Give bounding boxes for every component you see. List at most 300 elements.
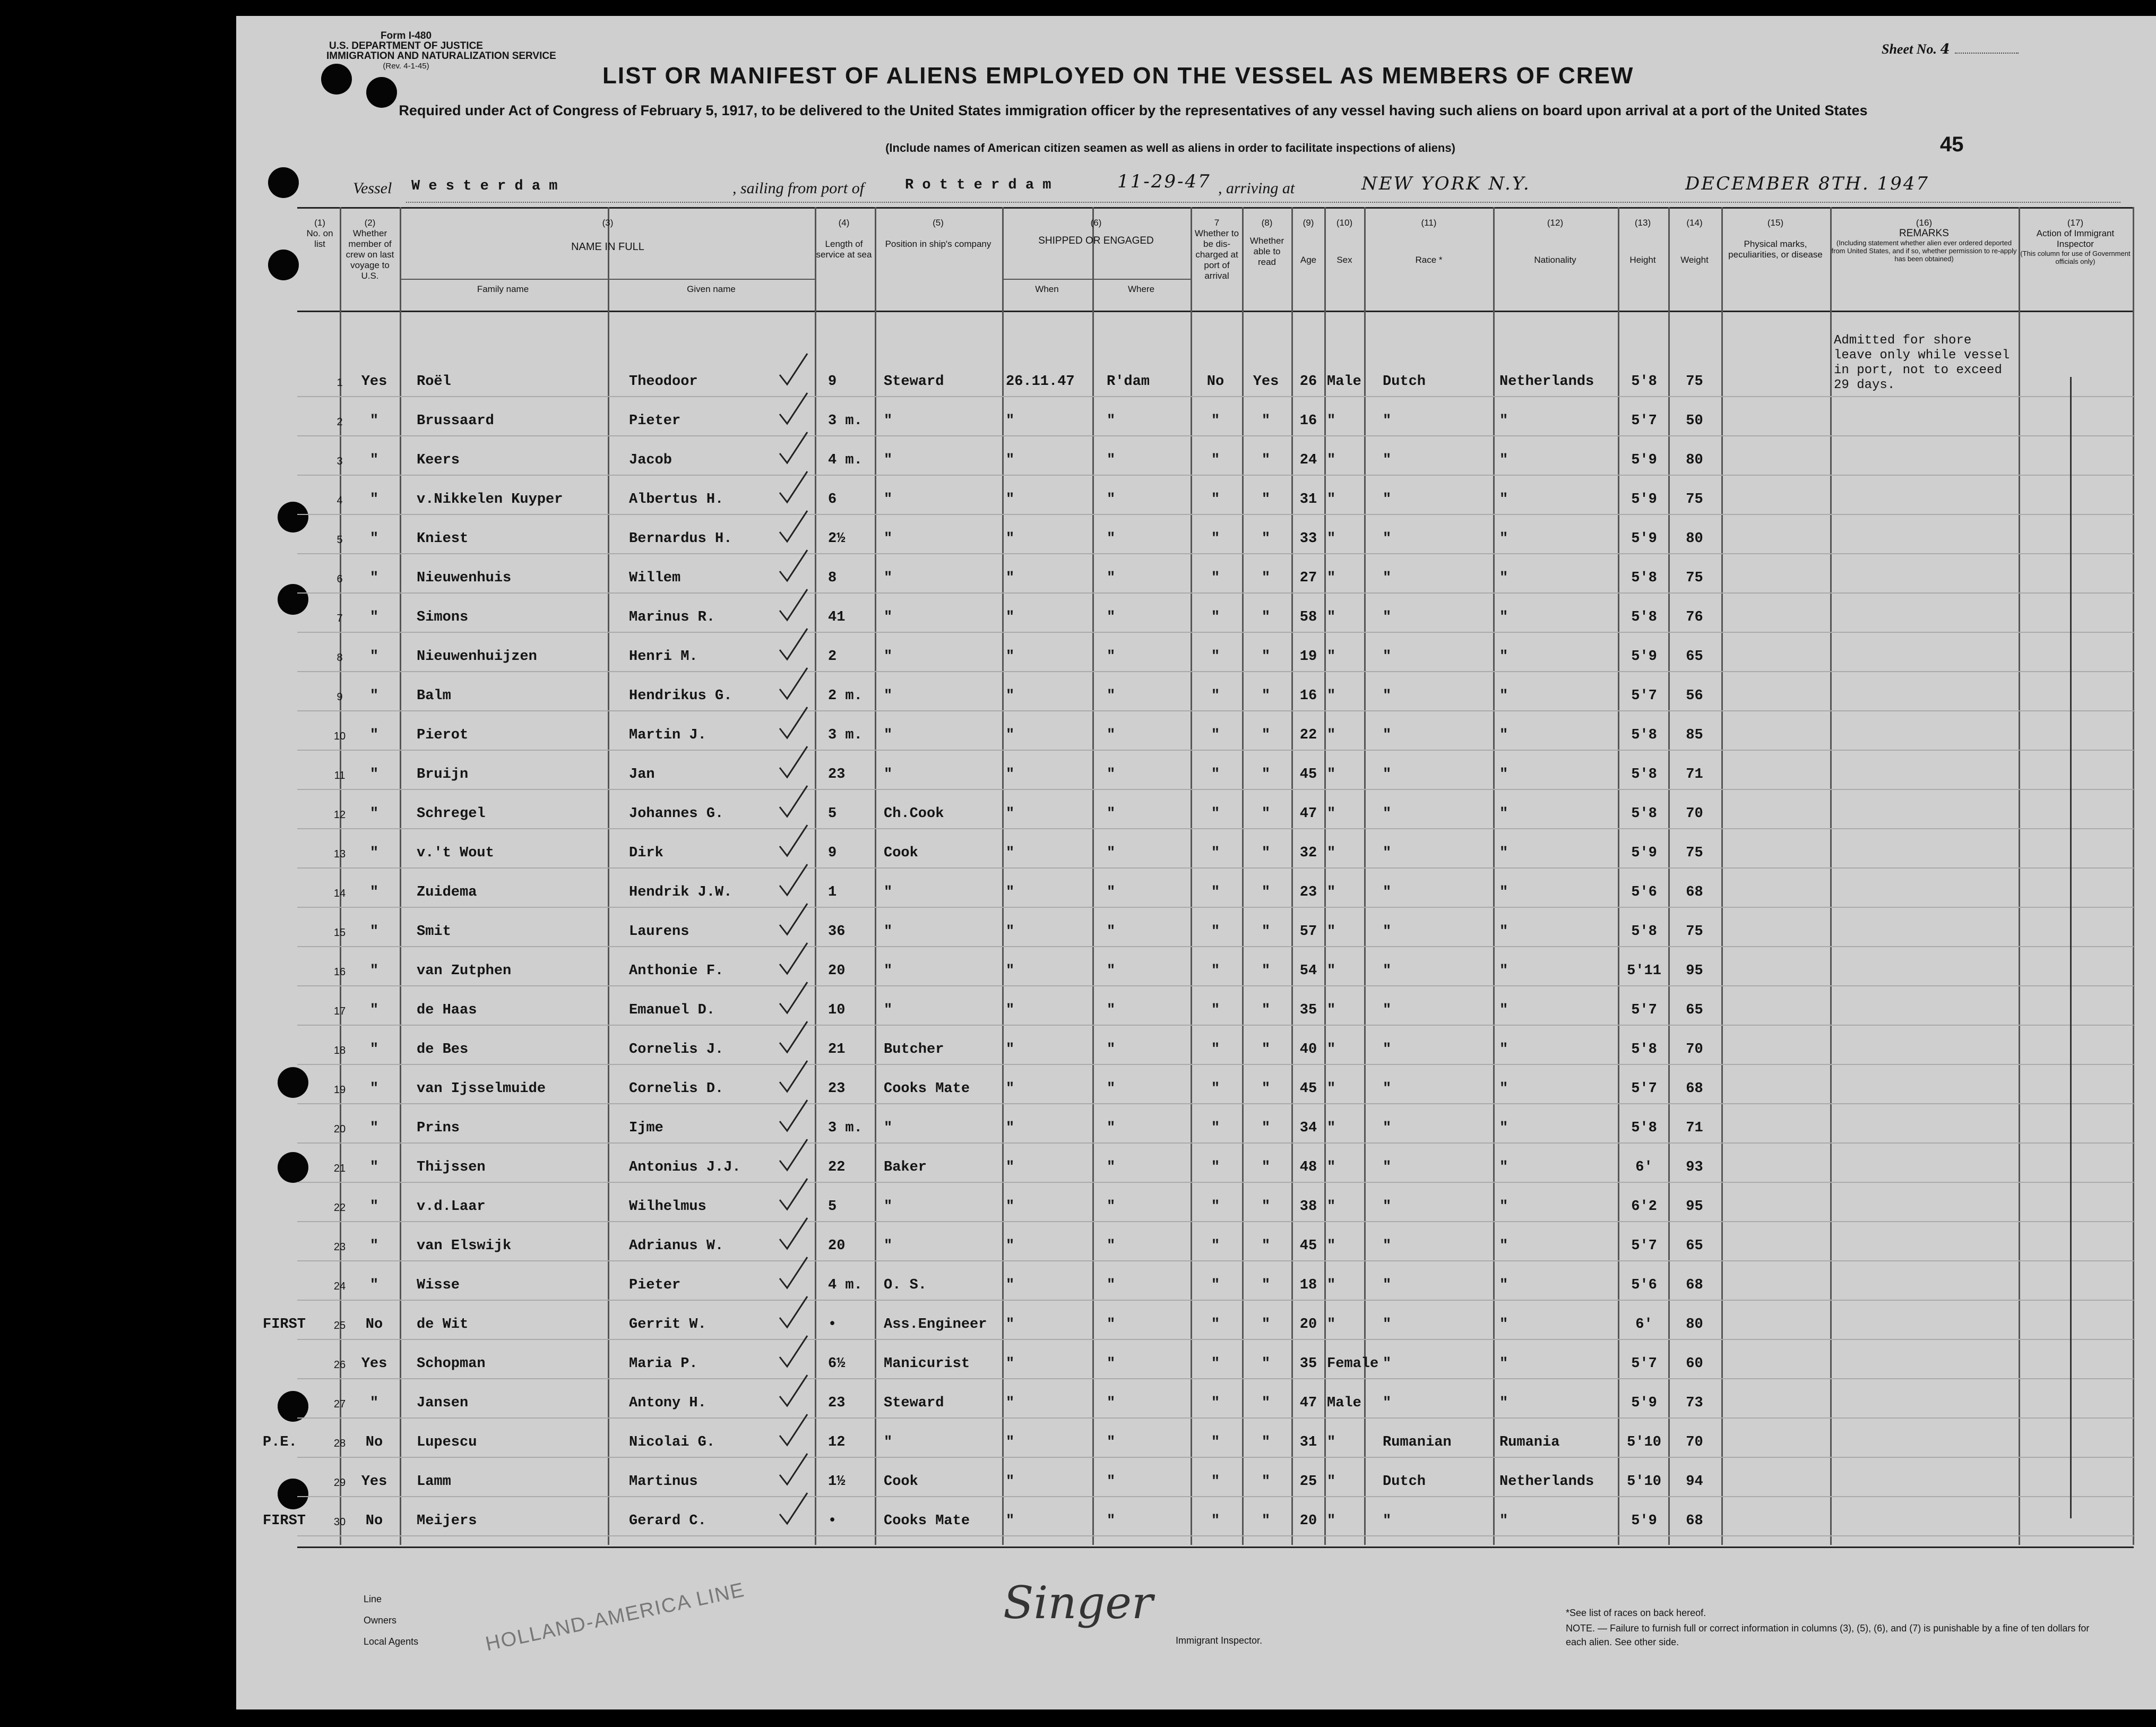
row-position: " xyxy=(884,688,893,704)
row-nationality: " xyxy=(1499,806,1508,822)
row-family-name: Schopman xyxy=(417,1356,486,1372)
row-age: 57 xyxy=(1299,924,1317,940)
row-weight: 80 xyxy=(1686,452,1703,468)
row-family-name: v.'t Wout xyxy=(417,845,494,861)
row-given-name: Hendrikus G. xyxy=(629,688,732,704)
row-nationality: Netherlands xyxy=(1499,1474,1594,1490)
row-given-name: Cornelis J. xyxy=(629,1042,724,1058)
row-race: " xyxy=(1383,806,1392,822)
column-divider xyxy=(2019,207,2020,1545)
row-sex: Male xyxy=(1327,374,1361,390)
row-discharged: " xyxy=(1211,413,1220,429)
form-dept: U.S. DEPARTMENT OF JUSTICE xyxy=(329,40,483,51)
row-rule xyxy=(297,828,2134,829)
footer-owners-label: Owners xyxy=(364,1615,397,1626)
row-height: 5'7 xyxy=(1631,1356,1657,1372)
row-service: 20 xyxy=(828,963,846,979)
row-read: " xyxy=(1261,806,1271,822)
row-service: 9 xyxy=(828,845,837,861)
row-age: 48 xyxy=(1299,1159,1317,1175)
column-divider xyxy=(1721,207,1723,1545)
row-rule xyxy=(297,789,2134,790)
row-read: " xyxy=(1261,531,1271,547)
check-mark-icon xyxy=(778,980,809,1020)
row-rule xyxy=(297,710,2134,711)
row-prev-voyage: " xyxy=(369,806,379,822)
shipped-header-sub-line xyxy=(1002,279,1191,280)
row-service: 8 xyxy=(828,570,837,586)
row-discharged: " xyxy=(1211,767,1220,783)
row-prev-voyage: Yes xyxy=(361,1356,387,1372)
row-read: " xyxy=(1261,649,1271,665)
row-height: 5'8 xyxy=(1631,609,1657,625)
row-when: " xyxy=(1006,1120,1015,1136)
row-height: 5'8 xyxy=(1631,1042,1657,1058)
row-weight: 68 xyxy=(1686,1277,1703,1293)
row-where: " xyxy=(1107,570,1116,586)
row-number: 15 xyxy=(333,927,346,939)
row-position: " xyxy=(884,1434,893,1450)
row-given-name: Wilhelmus xyxy=(629,1199,706,1215)
row-prev-voyage: " xyxy=(369,727,379,743)
row-prev-voyage: " xyxy=(369,452,379,468)
row-discharged: " xyxy=(1211,1317,1220,1333)
row-weight: 70 xyxy=(1686,806,1703,822)
row-race: " xyxy=(1383,1395,1392,1411)
row-nationality: " xyxy=(1499,1395,1508,1411)
col-header-nationality: (12) Nationality xyxy=(1534,218,1576,265)
check-mark-icon xyxy=(778,1137,809,1177)
row-sex: " xyxy=(1327,452,1336,468)
row-given-name: Dirk xyxy=(629,845,663,861)
row-race: " xyxy=(1383,1513,1392,1529)
row-nationality: " xyxy=(1499,727,1508,743)
row-read: " xyxy=(1261,1434,1271,1450)
row-race: " xyxy=(1383,531,1392,547)
row-position: Manicurist xyxy=(884,1356,970,1372)
row-height: 5'8 xyxy=(1631,1120,1657,1136)
row-family-name: v.d.Laar xyxy=(417,1199,486,1215)
row-family-name: Simons xyxy=(417,609,469,625)
row-weight: 76 xyxy=(1686,609,1703,625)
arriving-port: NEW YORK N.Y. xyxy=(1361,173,1531,194)
row-sex: " xyxy=(1327,1277,1336,1293)
row-when: 26.11.47 xyxy=(1006,374,1075,390)
row-rule xyxy=(297,1142,2134,1144)
row-age: 32 xyxy=(1299,845,1317,861)
row-given-name: Antony H. xyxy=(629,1395,706,1411)
row-given-name: Hendrik J.W. xyxy=(629,884,732,900)
row-sex: " xyxy=(1327,1159,1336,1175)
row-nationality: " xyxy=(1499,492,1508,508)
col-header-position: (5) Position in ship's company xyxy=(885,218,991,249)
row-number: 21 xyxy=(333,1163,346,1174)
row-rule xyxy=(297,1103,2134,1104)
row-family-name: Keers xyxy=(417,452,460,468)
row-prev-voyage: " xyxy=(369,1002,379,1018)
check-mark-icon xyxy=(778,1216,809,1256)
row-discharged: " xyxy=(1211,1238,1220,1254)
page-note: (Include names of American citizen seamen as well as aliens in order to facilitate inspections of aliens) xyxy=(885,141,1455,154)
row-nationality: " xyxy=(1499,1238,1508,1254)
row-age: 58 xyxy=(1299,609,1317,625)
row-age: 47 xyxy=(1299,806,1317,822)
column-divider xyxy=(1668,207,1670,1545)
row-read: " xyxy=(1261,963,1271,979)
row-discharged: " xyxy=(1211,1395,1220,1411)
row-age: 18 xyxy=(1299,1277,1317,1293)
row-sex: " xyxy=(1327,884,1336,900)
row-prev-voyage: " xyxy=(369,492,379,508)
row-position: Cooks Mate xyxy=(884,1513,970,1529)
row-number: 12 xyxy=(333,809,346,821)
row-given-name: Willem xyxy=(629,570,681,586)
row-sex: " xyxy=(1327,1199,1336,1215)
row-nationality: " xyxy=(1499,963,1508,979)
row-when: " xyxy=(1006,570,1015,586)
row-nationality: " xyxy=(1499,1120,1508,1136)
row-nationality: " xyxy=(1499,1317,1508,1333)
row-sex: Female xyxy=(1327,1356,1379,1372)
row-height: 5'8 xyxy=(1631,374,1657,390)
row-nationality: " xyxy=(1499,1081,1508,1097)
row-weight: 65 xyxy=(1686,649,1703,665)
row-weight: 65 xyxy=(1686,1002,1703,1018)
row-when: " xyxy=(1006,727,1015,743)
check-mark-icon xyxy=(778,1412,809,1452)
row-age: 19 xyxy=(1299,649,1317,665)
row-service: 4 m. xyxy=(828,1277,863,1293)
row-weight: 94 xyxy=(1686,1474,1703,1490)
row-number: 3 xyxy=(337,456,343,467)
row-race: " xyxy=(1383,1238,1392,1254)
row-rule xyxy=(297,1535,2134,1536)
inspector-signature: Singer xyxy=(1003,1577,1153,1629)
row-position: " xyxy=(884,492,893,508)
row-where: R'dam xyxy=(1107,374,1150,390)
row-when: " xyxy=(1006,1474,1015,1490)
row-read: " xyxy=(1261,1042,1271,1058)
row-given-name: Henri M. xyxy=(629,649,698,665)
row-service: 6½ xyxy=(828,1356,846,1372)
row-rule xyxy=(297,907,2134,908)
row-given-name: Theodoor xyxy=(629,374,698,390)
row-given-name: Gerrit W. xyxy=(629,1317,706,1333)
row-race: " xyxy=(1383,452,1392,468)
row-position: " xyxy=(884,727,893,743)
row-family-name: Thijssen xyxy=(417,1159,486,1175)
row-service: 9 xyxy=(828,374,837,390)
row-nationality: " xyxy=(1499,884,1508,900)
row-age: 45 xyxy=(1299,1081,1317,1097)
row-height: 5'8 xyxy=(1631,570,1657,586)
row-height: 5'7 xyxy=(1631,1081,1657,1097)
row-service: • xyxy=(828,1317,837,1333)
row-where: " xyxy=(1107,1356,1116,1372)
row-when: " xyxy=(1006,1317,1015,1333)
column-divider xyxy=(1002,207,1004,1545)
row-number: 5 xyxy=(337,534,343,546)
check-mark-icon xyxy=(778,509,809,548)
row-rule xyxy=(297,1378,2134,1379)
row-service: 5 xyxy=(828,806,837,822)
row-weight: 95 xyxy=(1686,963,1703,979)
row-age: 35 xyxy=(1299,1356,1317,1372)
row-race: Dutch xyxy=(1383,1474,1426,1490)
column-divider xyxy=(1191,207,1192,1545)
row-sex: " xyxy=(1327,609,1336,625)
row-when: " xyxy=(1006,531,1015,547)
row-when: " xyxy=(1006,1159,1015,1175)
row-height: 5'7 xyxy=(1631,1238,1657,1254)
row-sex: " xyxy=(1327,1513,1336,1529)
check-mark-icon xyxy=(778,430,809,470)
row-number: 27 xyxy=(333,1398,346,1410)
vessel-label: Vessel xyxy=(353,179,392,197)
row-read: " xyxy=(1261,1474,1271,1490)
check-mark-icon xyxy=(778,587,809,627)
row-race: " xyxy=(1383,1042,1392,1058)
row-rule xyxy=(297,1300,2134,1301)
row-nationality: " xyxy=(1499,452,1508,468)
row-weight: 75 xyxy=(1686,492,1703,508)
row-weight: 71 xyxy=(1686,767,1703,783)
row-where: " xyxy=(1107,688,1116,704)
row-nationality: " xyxy=(1499,1513,1508,1529)
check-mark-icon xyxy=(778,744,809,784)
row-when: " xyxy=(1006,1081,1015,1097)
row-service: 10 xyxy=(828,1002,846,1018)
row-rule xyxy=(297,750,2134,751)
col-header-read: (8) Whether able to read xyxy=(1249,218,1284,267)
row-discharged: " xyxy=(1211,1434,1220,1450)
row-number: 9 xyxy=(337,691,343,703)
row-service: 3 m. xyxy=(828,727,863,743)
row-height: 5'9 xyxy=(1631,1513,1657,1529)
row-age: 40 xyxy=(1299,1042,1317,1058)
sheet-label: Sheet No. xyxy=(1882,41,1937,57)
row-nationality: " xyxy=(1499,845,1508,861)
row-position: " xyxy=(884,767,893,783)
row-weight: 73 xyxy=(1686,1395,1703,1411)
row-where: " xyxy=(1107,1277,1116,1293)
col-header-remarks: (16) REMARKS (Including statement whether alien ever ordered deported from United States, and if so, whether permission to re-apply has been obtained) xyxy=(1831,218,2017,263)
row-when: " xyxy=(1006,609,1015,625)
row-discharged: " xyxy=(1211,806,1220,822)
row-height: 5'9 xyxy=(1631,531,1657,547)
row-race: " xyxy=(1383,727,1392,743)
row-prev-voyage: " xyxy=(369,924,379,940)
row-number: 30 xyxy=(333,1516,346,1528)
row-position: Steward xyxy=(884,374,944,390)
row-rule xyxy=(297,592,2134,594)
row-race: " xyxy=(1383,413,1392,429)
punch-hole xyxy=(268,250,299,280)
row-discharged: " xyxy=(1211,1356,1220,1372)
footer-races-note: *See list of races on back hereof. xyxy=(1566,1608,1706,1618)
row-family-name: Nieuwenhuijzen xyxy=(417,649,537,665)
row-read: " xyxy=(1261,1395,1271,1411)
row-position: Baker xyxy=(884,1159,927,1175)
row-given-name: Jan xyxy=(629,767,655,783)
row-service: 41 xyxy=(828,609,846,625)
row-prev-voyage: " xyxy=(369,649,379,665)
row-height: 5'9 xyxy=(1631,845,1657,861)
check-mark-icon xyxy=(778,1059,809,1098)
row-where: " xyxy=(1107,1042,1116,1058)
row-number: 20 xyxy=(333,1123,346,1135)
check-mark-icon xyxy=(778,862,809,902)
row-height: 5'10 xyxy=(1627,1474,1661,1490)
row-rule xyxy=(297,396,2134,397)
row-discharged: " xyxy=(1211,649,1220,665)
row-age: 22 xyxy=(1299,727,1317,743)
row-discharged: " xyxy=(1211,1474,1220,1490)
col-header-family-name: Family name xyxy=(477,284,529,294)
column-divider xyxy=(340,207,341,1545)
row-family-name: Zuidema xyxy=(417,884,477,900)
row-when: " xyxy=(1006,924,1015,940)
col-header-name: (3) NAME IN FULL xyxy=(571,218,644,253)
row-where: " xyxy=(1107,531,1116,547)
footer-inspector-label: Immigrant Inspector. xyxy=(1176,1635,1263,1646)
row-age: 35 xyxy=(1299,1002,1317,1018)
col-header-service: (4) Length of service at sea xyxy=(816,218,872,260)
row-prev-voyage: " xyxy=(369,1238,379,1254)
column-divider xyxy=(1493,207,1495,1545)
row-position: " xyxy=(884,452,893,468)
sailing-label: , sailing from port of xyxy=(732,179,865,197)
inspector-mark-line xyxy=(2070,377,2072,1518)
row-number: 16 xyxy=(333,966,346,978)
row-discharged: " xyxy=(1211,492,1220,508)
row-where: " xyxy=(1107,1199,1116,1215)
row-service: 4 m. xyxy=(828,452,863,468)
check-mark-icon xyxy=(778,823,809,863)
row-number: 19 xyxy=(333,1084,346,1096)
row-given-name: Pieter xyxy=(629,1277,681,1293)
header-separator xyxy=(297,311,2134,312)
row-sex: " xyxy=(1327,492,1336,508)
column-divider xyxy=(1324,207,1326,1545)
row-position: " xyxy=(884,413,893,429)
row-given-name: Laurens xyxy=(629,924,689,940)
row-read: " xyxy=(1261,1002,1271,1018)
row-nationality: " xyxy=(1499,1277,1508,1293)
row-height: 5'7 xyxy=(1631,413,1657,429)
row-where: " xyxy=(1107,1395,1116,1411)
row-weight: 70 xyxy=(1686,1042,1703,1058)
row-given-name: Marinus R. xyxy=(629,609,715,625)
row-rule xyxy=(297,435,2134,436)
row-sex: " xyxy=(1327,1434,1336,1450)
row-number: 10 xyxy=(333,731,346,742)
row-service: 6 xyxy=(828,492,837,508)
row-sex: " xyxy=(1327,1317,1336,1333)
page-title: LIST OR MANIFEST OF ALIENS EMPLOYED ON THE VESSEL AS MEMBERS OF CREW xyxy=(602,63,1634,89)
row-family-name: Nieuwenhuis xyxy=(417,570,512,586)
col-header-shipped: (6) SHIPPED OR ENGAGED xyxy=(1038,218,1154,246)
row-race: " xyxy=(1383,570,1392,586)
row-race: " xyxy=(1383,688,1392,704)
row-read: " xyxy=(1261,1277,1271,1293)
row-where: " xyxy=(1107,1238,1116,1254)
row-where: " xyxy=(1107,1513,1116,1529)
row-race: " xyxy=(1383,492,1392,508)
row-discharged: " xyxy=(1211,1042,1220,1058)
row-number: 25 xyxy=(333,1320,346,1331)
row-given-name: Johannes G. xyxy=(629,806,724,822)
row-rule xyxy=(297,632,2134,633)
row-height: 5'6 xyxy=(1631,884,1657,900)
row-height: 6' xyxy=(1635,1317,1653,1333)
row-prev-voyage: " xyxy=(369,413,379,429)
row-number: 14 xyxy=(333,888,346,899)
row-service: 22 xyxy=(828,1159,846,1175)
row-read: " xyxy=(1261,1120,1271,1136)
row-family-name: Lupescu xyxy=(417,1434,477,1450)
row-read: " xyxy=(1261,1513,1271,1529)
row-race: Dutch xyxy=(1383,374,1426,390)
column-divider xyxy=(1618,207,1619,1545)
row-rule xyxy=(297,946,2134,947)
row-family-name: Balm xyxy=(417,688,451,704)
row-where: " xyxy=(1107,1434,1116,1450)
row-when: " xyxy=(1006,1199,1015,1215)
check-mark-icon xyxy=(778,666,809,706)
row-family-name: Meijers xyxy=(417,1513,477,1529)
row-position: " xyxy=(884,1120,893,1136)
row-rule xyxy=(297,985,2134,986)
row-family-name: de Bes xyxy=(417,1042,469,1058)
name-header-sub-line xyxy=(608,279,815,280)
row-given-name: Jacob xyxy=(629,452,672,468)
sailing-date: 11-29-47 xyxy=(1117,171,1211,192)
row-when: " xyxy=(1006,1238,1015,1254)
row-number: 24 xyxy=(333,1281,346,1292)
row-prev-voyage: " xyxy=(369,845,379,861)
row-service: 21 xyxy=(828,1042,846,1058)
row-nationality: Netherlands xyxy=(1499,374,1594,390)
row-when: " xyxy=(1006,1356,1015,1372)
col-header-race: (11) Race * xyxy=(1415,218,1443,265)
row-age: 16 xyxy=(1299,413,1317,429)
footer-line-label: Line xyxy=(364,1594,382,1604)
row-read: Yes xyxy=(1253,374,1279,390)
row-age: 24 xyxy=(1299,452,1317,468)
row-family-name: Wisse xyxy=(417,1277,460,1293)
row-read: " xyxy=(1261,767,1271,783)
row-weight: 70 xyxy=(1686,1434,1703,1450)
row-service: 3 m. xyxy=(828,413,863,429)
check-mark-icon xyxy=(778,1294,809,1334)
row-position: O. S. xyxy=(884,1277,927,1293)
row-sex: " xyxy=(1327,531,1336,547)
row-number: 26 xyxy=(333,1359,346,1371)
row-prev-voyage: " xyxy=(369,688,379,704)
row-weight: 75 xyxy=(1686,570,1703,586)
row-sex: " xyxy=(1327,688,1336,704)
vessel-line xyxy=(353,171,2120,207)
row-position: Cooks Mate xyxy=(884,1081,970,1097)
row-discharged: " xyxy=(1211,924,1220,940)
row-sex: " xyxy=(1327,845,1336,861)
row-number: 8 xyxy=(337,652,343,664)
row-where: " xyxy=(1107,845,1116,861)
row-prev-voyage: " xyxy=(369,1081,379,1097)
row-where: " xyxy=(1107,884,1116,900)
row-when: " xyxy=(1006,1513,1015,1529)
